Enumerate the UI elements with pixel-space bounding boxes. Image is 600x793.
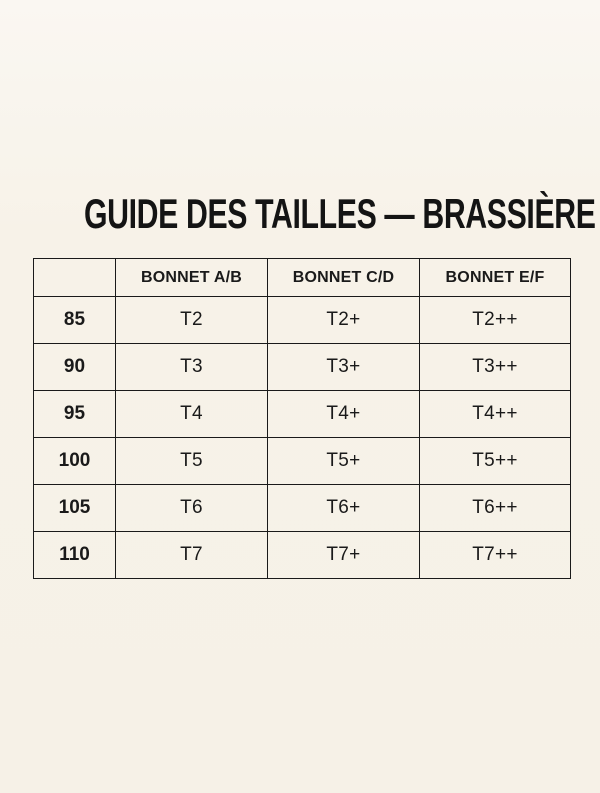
size-cell: T3: [116, 344, 268, 391]
size-cell: T2+: [268, 297, 420, 344]
page-title: GUIDE DES TAILLES — BRASSIÈRE: [83, 190, 596, 237]
size-cell: T2++: [420, 297, 571, 344]
table-header-row: [34, 259, 571, 297]
column-header-cup-ef: BONNET E/F: [420, 259, 571, 297]
size-cell: T5: [116, 438, 268, 485]
band-size-cell: 110: [34, 532, 116, 579]
band-size-cell: 85: [34, 297, 116, 344]
band-size-cell: 100: [34, 438, 116, 485]
table-row: [34, 391, 571, 438]
size-cell: T7++: [420, 532, 571, 579]
size-cell: T7+: [268, 532, 420, 579]
table-row: [34, 532, 571, 579]
column-header-cup-cd: BONNET C/D: [268, 259, 420, 297]
size-cell: T4: [116, 391, 268, 438]
table-row: [34, 438, 571, 485]
size-cell: T7: [116, 532, 268, 579]
size-cell: T5++: [420, 438, 571, 485]
band-size-cell: 95: [34, 391, 116, 438]
size-guide-table: [33, 258, 571, 579]
table-row: [34, 485, 571, 532]
table-row: [34, 344, 571, 391]
column-header-cup-ab: BONNET A/B: [116, 259, 268, 297]
band-size-cell: 90: [34, 344, 116, 391]
size-cell: T3+: [268, 344, 420, 391]
table-row: [34, 297, 571, 344]
size-cell: T6++: [420, 485, 571, 532]
size-cell: T4+: [268, 391, 420, 438]
size-cell: T4++: [420, 391, 571, 438]
size-cell: T2: [116, 297, 268, 344]
column-header-band: [34, 259, 116, 297]
size-cell: T5+: [268, 438, 420, 485]
size-cell: T6: [116, 485, 268, 532]
size-cell: T3++: [420, 344, 571, 391]
size-cell: T6+: [268, 485, 420, 532]
band-size-cell: 105: [34, 485, 116, 532]
